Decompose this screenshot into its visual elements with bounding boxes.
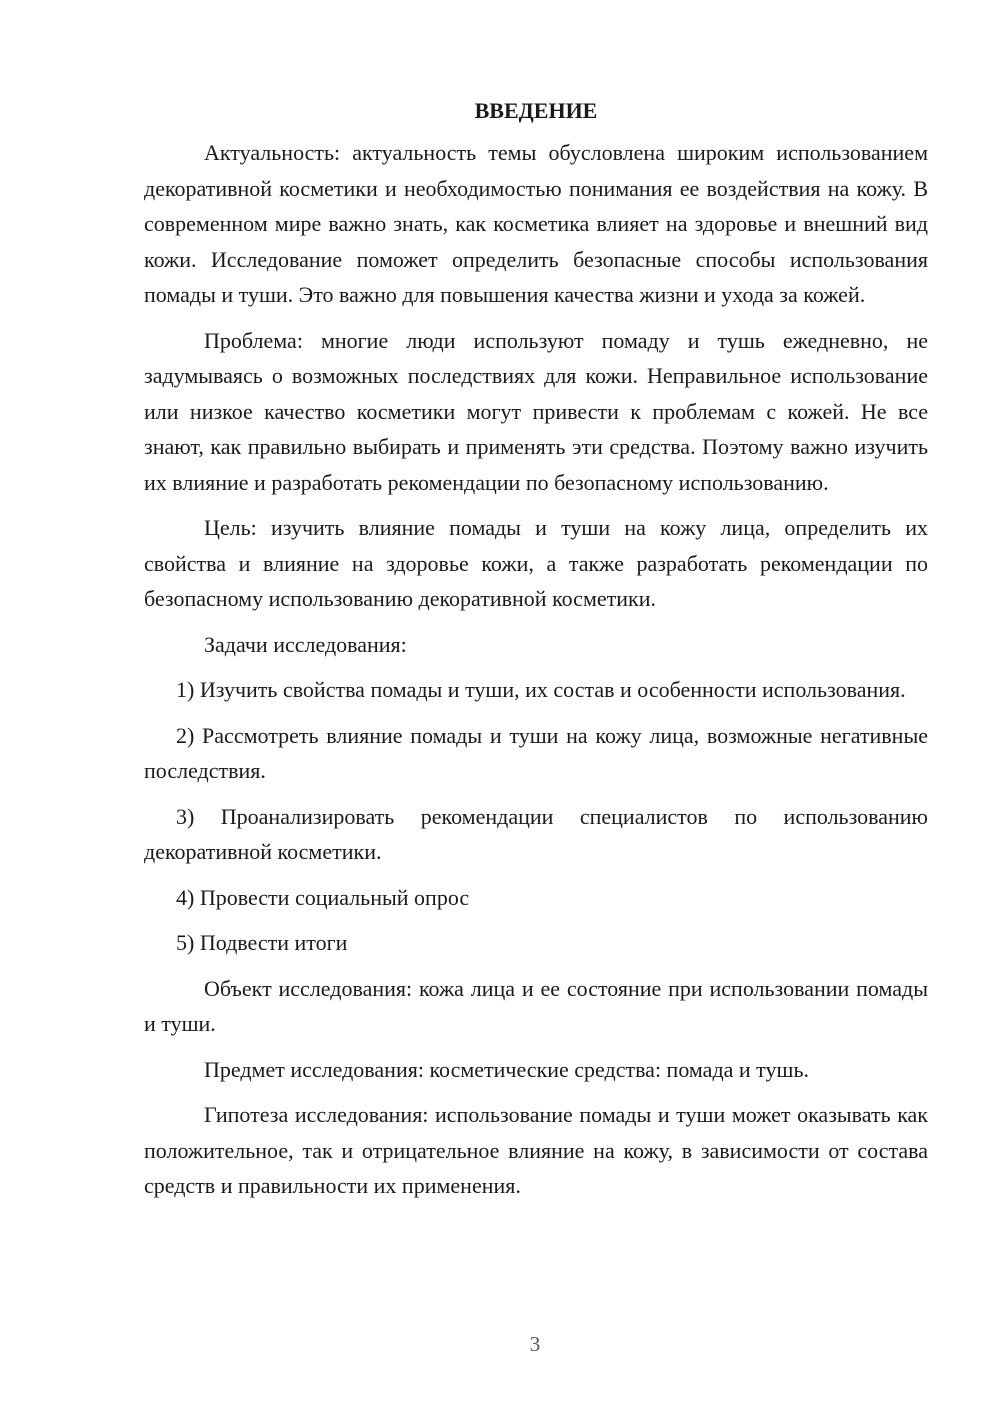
paragraph-problem: Проблема: многие люди используют помаду и тушь ежедневно, не задумываясь о возможных последствиях для кожи. Неправильное использование или низкое качество косметики могут привести к проблемам с кожей. Не все знают, как правильно выбирать и применять эти средства. Поэтому важно изучить их влияние и разработать рекомендации по безопасному использованию.: [144, 327, 928, 495]
task-item: 1) Изучить свойства помады и туши, их состав и особенности использования.: [176, 677, 906, 702]
task-item: 5) Подвести итоги: [176, 930, 348, 955]
paragraph-object: Объект исследования: кожа лица и ее состояние при использовании помады и туши.: [144, 975, 928, 1036]
page-number: 3: [529, 1332, 541, 1356]
paragraph-subject: Предмет исследования: косметические средства: помада и тушь.: [204, 1056, 809, 1082]
paragraph-relevance: Актуальность: актуальность темы обусловлена широким использованием декоративной косметики и необходимостью понимания ее воздействия на кожу. В современном мире важно знать, как косметика влияет на здоровье и внешний вид кожи. Исследование поможет определить безопасные способы использования помады и туши. Это важно для повышения качества жизни и ухода за кожей.: [144, 140, 928, 307]
paragraph-tasks-heading: Задачи исследования:: [204, 631, 407, 657]
page-title: ВВЕДЕНИЕ: [474, 98, 598, 123]
task-item: 2) Рассмотреть влияние помады и туши на кожу лица, возможные негативные последствия.: [144, 722, 928, 783]
task-item: 3) Проанализировать рекомендации специалистов по использованию декоративной косметики.: [144, 803, 928, 864]
paragraph-hypothesis: Гипотеза исследования: использование помады и туши может оказывать как положительное, так и отрицательное влияние на кожу, в зависимости от состава средств и правильности их применения.: [144, 1102, 928, 1198]
task-item: 4) Провести социальный опрос: [176, 884, 470, 910]
paragraph-goal: Цель: изучить влияние помады и туши на кожу лица, определить их свойства и влияние на здоровье кожи, а также разработать рекомендации по безопасному использованию декоративной косметики.: [144, 515, 928, 611]
document-body: [144, 96, 928, 1214]
